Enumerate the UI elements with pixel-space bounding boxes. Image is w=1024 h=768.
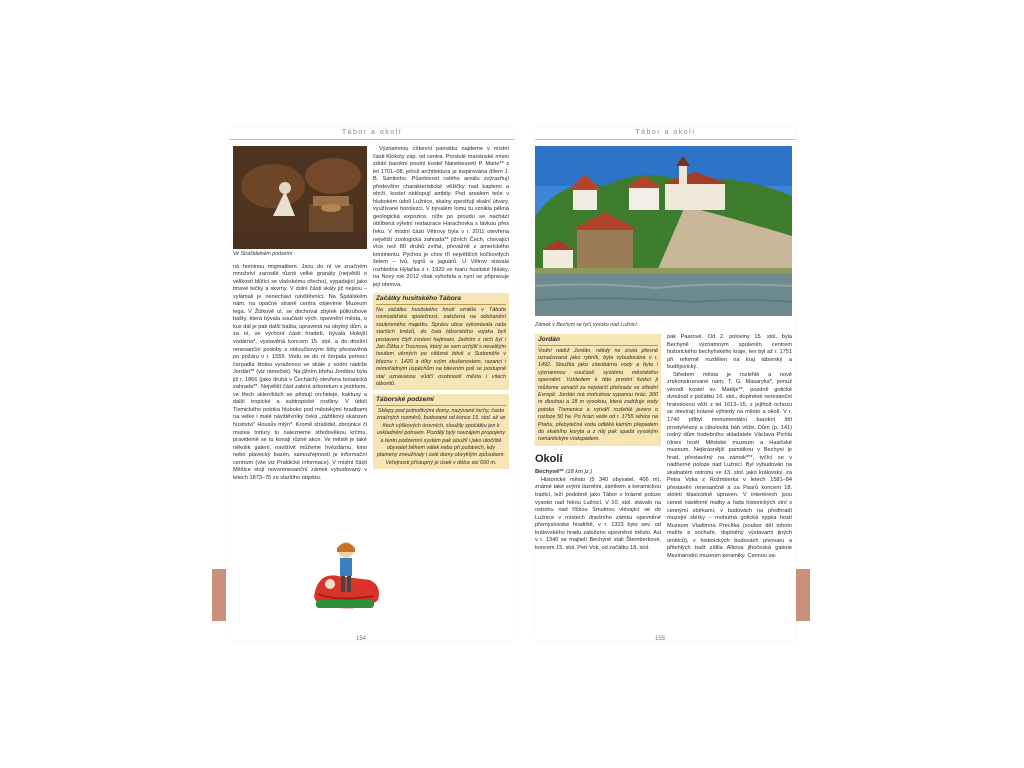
left-page [230, 128, 514, 640]
sidebar-box [373, 394, 509, 469]
underground-photo [233, 146, 367, 249]
left-col-1 [233, 146, 367, 482]
page-number: 155 [655, 636, 666, 642]
header-rule [535, 139, 796, 140]
left-col-2 [373, 146, 509, 469]
castle-photo [535, 146, 792, 316]
photo-caption: Zámek v Bechyni se tyčí vysoko nad Lužnicí [535, 322, 637, 328]
box-text: Sklepy pod jednotlivými domy, nazývané lochy, často značných rozměrů, budované od konce 15. stol. až ve třech výškových úrovních, sloužily zpočátku jen k uskladnění potravin. Později byly navzájem propojeny a tento podzemní systém pak sloužil i jako útočiště obyvatel během válek nebo při požárech, kdy plameny zneužívaly i celé domy obvyklým způsobem. Veřejnosti přístupný je úsek v délce asi 650 m. [376, 407, 506, 466]
running-header: Tábor a okolí [341, 129, 403, 136]
paragraph: Významnou církevní památku najdeme v místní části Klokoty záp. od centra. Proslulé mariánské místo zdobí barokní poutní kostel Nanebevzetí P. Marie** z let 1701–08, jehož architektura je inspirována dílem J. B. Santiniho. Působivost celého areálu zvýrazňují především charakteristické věžičky nad kaplemi a ohrží, kostel obklopují ambity. Pod areálem teče v hlubokém údolí Lužnice, skalny zpestřují skalní útvary, využívané horolezci. V bývalém lomu tu vznikla pěkná geologická expozice, níže po proudu se nachází oblíbená výletní restaurace Harachovka s lávkou přes řeku. V místní části Větrovy byla v r. 2011 otevřena největší zoologická zahrada** jižních Čech, chovající více než 80 druhů zvířat, převážně z amerického kontinentu. Pýchou je chov tří největších kočkovitých šelem – lvů, tygrů a jaguárů. U Větrov stávala rozhledna Hýlačka z r. 1920 ve tvaru husitské hlásky, na Nový rok 2012 však vyhořela a nyní se připravuje její obnova. [373, 146, 509, 288]
box-text: Vodní nádrž Jordán, někdy ne zcela přesně označovaná jako rybník, byla vybudována v r. 1492. Sloužila jako zásobárna vody a byla i významnou součástí systému městského opevnění. Vzhledem k této prvotní funkci ji můžeme označit za nejstarší přehradu ve střední Evropě. Jordán má mohutnou sypanou hráz, 300 m dlouhou a 18 m vysokou, která zadržuje vody potoka Tismenice a vytváří rozlehlé jezero o rozloze 50 ha. Po hrázi vede od r. 1755 silnice na Prahu, přebytečná voda odtéká kamím přepadem do skalního koryta a z něj pak spadá vysokým romantickým vodopádem. [538, 347, 658, 443]
box-title: Začátky husitského Tábora [376, 295, 506, 305]
sidebar-box [535, 334, 661, 446]
lead-title: Bechyně** [535, 469, 564, 476]
right-page [535, 128, 796, 640]
sidebar-box [373, 293, 509, 390]
thumb-tab [796, 569, 810, 621]
lead-distance: (18 km jz.) [565, 469, 593, 476]
right-col-2 [667, 334, 792, 560]
puppet-illustration [308, 536, 386, 614]
running-header: Tábor a okolí [635, 129, 696, 136]
box-title: Táborské podzemí [376, 396, 506, 406]
section-title: Okolí [535, 452, 563, 465]
paragraph: ná hominou migmatitem. Jsou do ní ve značném množství zarostlé různé velké granáty (největší o velikosti blížící se vlašskému ořechu), vypadající jako tmavé tečky a skvrny. V dolní části skály již nejsou – vylámali je nenechaví návštěvníci. Na Špitálském nám. na opačné straně centra objevíme Muzeum lega. V Žižkově ul. se dochoval zbytek půlkruhové bašty, která bývala součástí vých. opevnění města, o kus dál je pak další bašta, upravená na obytný dům, a za ní, ve výchoní části hradeb, bývalá Holejší vodárna*, vystavěná koncem 15. stol. a do dnešní renesanční podoby s obloučkovými štíty přestavěná po požáru v r. 1559. Vodu se do ní čerpala pomocí čerpadla štolou vyraženou ve skále z vodní nádrže Jordán** (viz rámeček). Na jižním břehu Jordánu byla již r. 1866 (jako druhá v Čechách) otevřena botanická zahrada**. Největší část zabírá arboretum s jezírkem, ve třech skleníkách se pěstují orchideje, kaktusy a další tropické a subtropické rostliny. V údolí Tismického potoka hluboko pod městskými hradbami na velké i malé návštěvníky čeká „zážitkový skanzen husitství“ Housův mlýn*. Kromě strašidel, zbrojnice či muzea tortury tu nalezneme středověkou krčmu, pravidelně se tu konají různé akce. Ve městě je také několik galerií, navštívit můžeme hvězdárnu, kino nebo plavecký bazén, samozřejmostí je informační centrum (vše viz Praktické informace). V místní části Měšice stojí novorenesanční zámek vybudovaný v letech 1873–75 ze staršího objektu. [233, 263, 367, 481]
box-title: Jordán [538, 336, 658, 346]
header-rule [230, 139, 514, 140]
right-col-1 [535, 334, 661, 552]
paragraph: pak Paarové. Od 2. poloviny 15. stol. byla Bechyně významným správním centrem historického bechyňského kraje, ten byl až r. 1751 při reformě rozdělen na kraj táborský a budějovický. [667, 334, 792, 371]
paragraph: Středem města je rozlehlé a nově zrekonstruované nám. T. G. Masaryka*, jemuž vévodí kostel sv. Matěje**, pozdně gotické dvoulodí z počátku 16. stol., doplněné renesanční hranolovou věží z let 1613–15, z jejíhož ochozu se otevírají krásné výhledy na město a okolí. V r. 1740 přibyl monumentální barokní štít prostyřelaný a cibulovitá báň věže. Dům (p. 141) rodný dům hudebního skladatele Václava Pichla (dnes hostí Městské muzeum a Hasičské muzeum. Nejkrásnější památkou v Bechyni je hrad, přestavěný na zámek***, tyčící se v nádherné poloze nad Lužnicí. Byl vybudován na skalnatém ostrohu ve 13. stol. jako královský, za Petra Voka z Rožmberka v letech 1581–84 přestavěn renesančně a za Paarů koncem 18. století klasicistně upraven. V interiérech jsou cenné nástěnné malby a řada historických síní s cennými sbírkami, v budovách na předhradí muzejní sbírky – mohutná gotická sýpka hostí Muzeum Vladimíra Preclíka (soubor děl tohoto malíře a sochaře, doplněný výstavami jiných umělců), v historických budovách pivovaru a přilehlých bašt zídila Alšova jihočeská galerie Mezinárodní muzeum keramiky. Cennou sa- [667, 371, 792, 559]
photo-caption: Ve Strašidelném podzemí [233, 251, 293, 257]
page-number: 154 [356, 636, 367, 642]
box-text: Na začátku husitského hnutí vznikla v Táboře rovnostářská společnost, založená na odstranění soukromého majetku. Správu obce vykonávala rada starších knězů, do čela táborského vojska byli postaveni čtyři zvolení hejtmani. Jedním z nich byl i Jan Žižka z Trocnova, který se sem uchýlil s nevelkým houfem věrných po vítězné bitvě u Sudoměře v březnu r. 1420 a díky svým zkušenostem, razanci i mimořádným úspěchům na bitevním poli se postupně stal uznávanou vůdčí osobností města i všech táboritů. [376, 306, 506, 387]
paragraph: Historické město (5 340 obyvatel, 406 m), známé také svými lázněmi, zámkem a keramickou tradicí, leží podobně jako Tábor v krásné poloze vysoko nad řekou Lužnicí. V 10. stol. stávalo na ostrohu nad říčkou Smutnou vlévající se do Lužnice v místech dnešního zámku opevněné přemyslovské hradiště, v r. 1323 bylo sev. od královského hradu založeno opevněné město. Asi v r. 1340 se majitelí Bechyně stali Šternberkové, koncem 15. stol. Petr Vok, od začátku 18. stol. [535, 476, 661, 551]
thumb-tab [212, 569, 226, 621]
